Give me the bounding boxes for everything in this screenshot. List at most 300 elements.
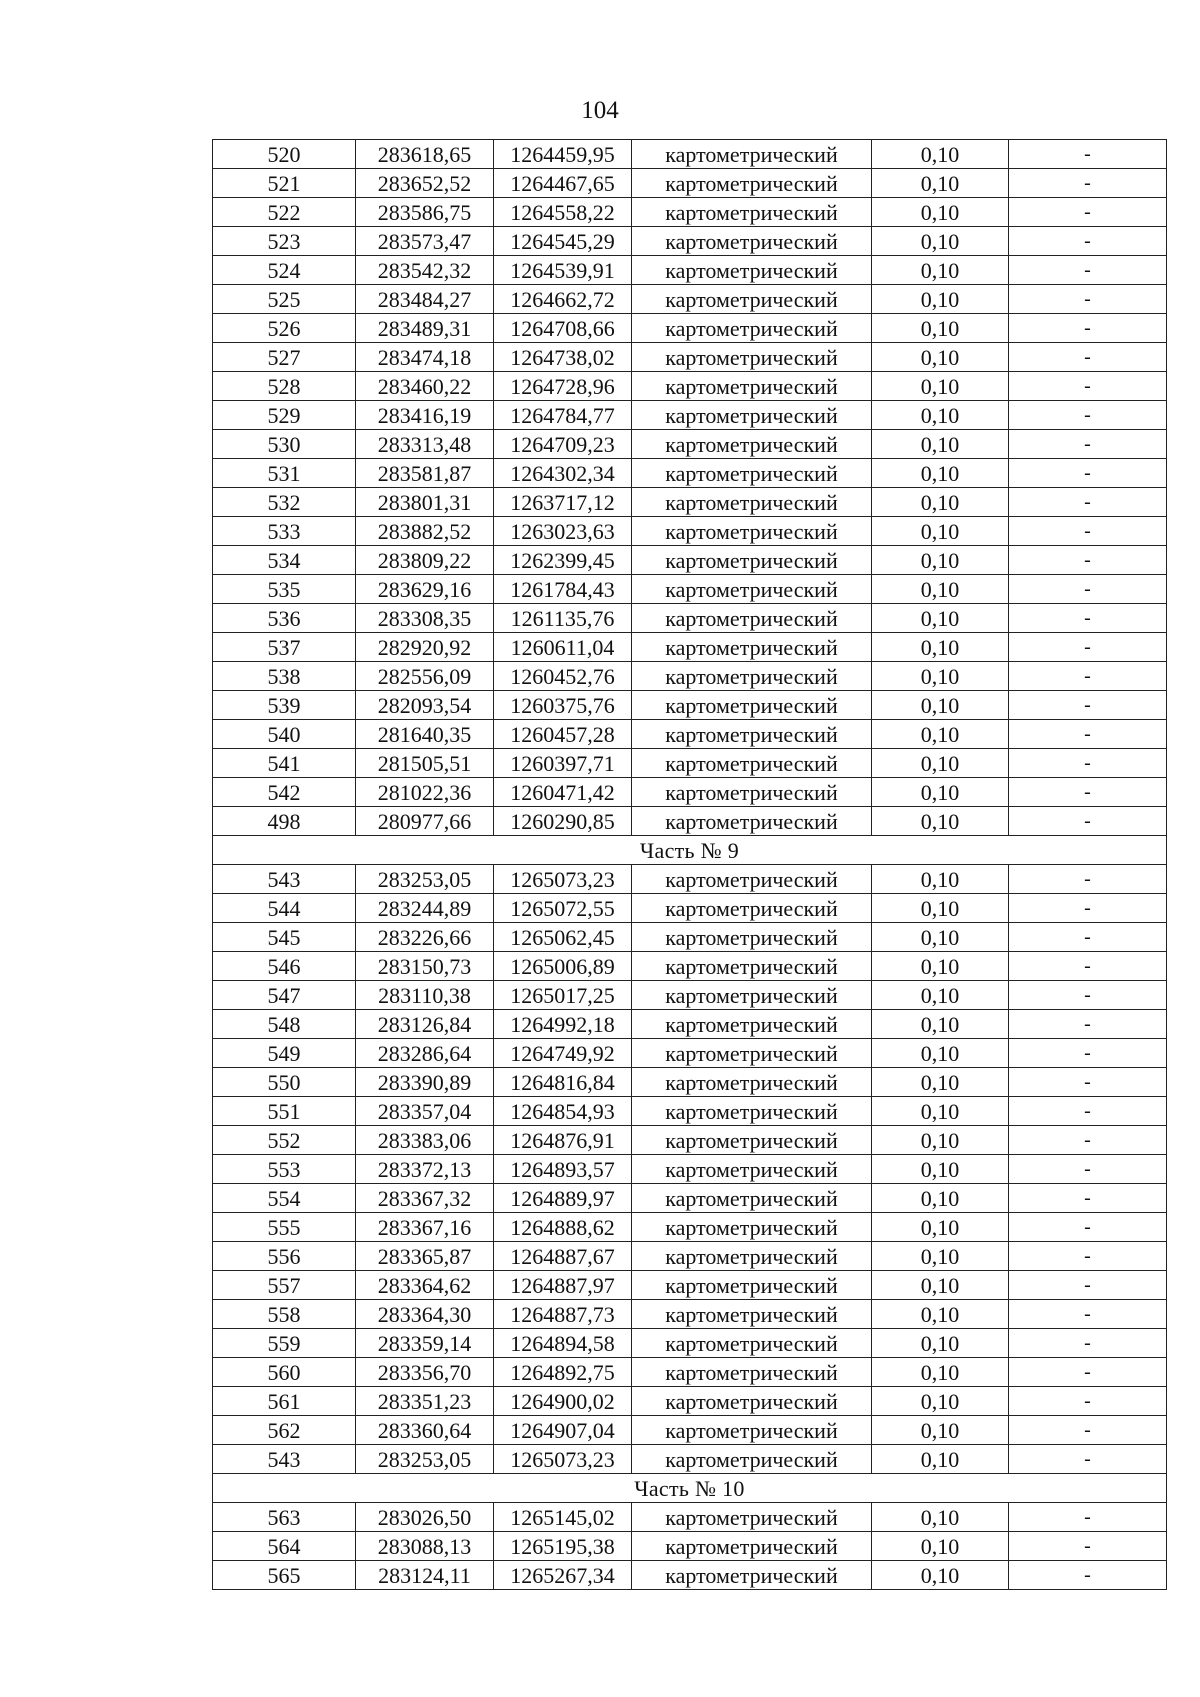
y-coordinate-cell: 1264876,91 [494,1126,632,1155]
method-cell: картометрический [632,865,872,894]
point-number-cell: 520 [213,140,356,169]
table-row [213,1242,1167,1271]
method-cell: картометрический [632,749,872,778]
method-cell: картометрический [632,227,872,256]
method-cell: картометрический [632,401,872,430]
point-number-cell: 553 [213,1155,356,1184]
y-coordinate-cell: 1264887,97 [494,1271,632,1300]
y-coordinate-cell: 1264558,22 [494,198,632,227]
method-cell: картометрический [632,1358,872,1387]
x-coordinate-cell: 283308,35 [356,604,494,633]
accuracy-cell: 0,10 [872,923,1009,952]
point-number-cell: 564 [213,1532,356,1561]
accuracy-cell: 0,10 [872,372,1009,401]
description-cell: - [1009,430,1167,459]
table-row [213,894,1167,923]
y-coordinate-cell: 1264467,65 [494,169,632,198]
method-cell: картометрический [632,633,872,662]
method-cell: картометрический [632,1445,872,1474]
x-coordinate-cell: 283360,64 [356,1416,494,1445]
x-coordinate-cell: 283356,70 [356,1358,494,1387]
point-number-cell: 532 [213,488,356,517]
point-number-cell: 539 [213,691,356,720]
description-cell: - [1009,1532,1167,1561]
table-row [213,1358,1167,1387]
x-coordinate-cell: 283801,31 [356,488,494,517]
description-cell: - [1009,952,1167,981]
y-coordinate-cell: 1264784,77 [494,401,632,430]
x-coordinate-cell: 283383,06 [356,1126,494,1155]
table-row [213,285,1167,314]
table-row [213,314,1167,343]
point-number-cell: 522 [213,198,356,227]
accuracy-cell: 0,10 [872,1242,1009,1271]
description-cell: - [1009,343,1167,372]
table-row [213,1300,1167,1329]
page-number: 104 [581,97,619,124]
method-cell: картометрический [632,1561,872,1590]
accuracy-cell: 0,10 [872,1184,1009,1213]
description-cell: - [1009,662,1167,691]
x-coordinate-cell: 283489,31 [356,314,494,343]
method-cell: картометрический [632,1155,872,1184]
description-cell: - [1009,227,1167,256]
x-coordinate-cell: 283364,30 [356,1300,494,1329]
point-number-cell: 534 [213,546,356,575]
x-coordinate-cell: 283460,22 [356,372,494,401]
table-row [213,923,1167,952]
description-cell: - [1009,459,1167,488]
description-cell: - [1009,1097,1167,1126]
x-coordinate-cell: 283126,84 [356,1010,494,1039]
point-number-cell: 563 [213,1503,356,1532]
x-coordinate-cell: 283652,52 [356,169,494,198]
table-row [213,1126,1167,1155]
description-cell: - [1009,140,1167,169]
point-number-cell: 550 [213,1068,356,1097]
point-number-cell: 541 [213,749,356,778]
y-coordinate-cell: 1264893,57 [494,1155,632,1184]
y-coordinate-cell: 1263023,63 [494,517,632,546]
x-coordinate-cell: 283390,89 [356,1068,494,1097]
method-cell: картометрический [632,198,872,227]
method-cell: картометрический [632,256,872,285]
point-number-cell: 531 [213,459,356,488]
accuracy-cell: 0,10 [872,1329,1009,1358]
point-number-cell: 542 [213,778,356,807]
point-number-cell: 559 [213,1329,356,1358]
table-row [213,1039,1167,1068]
x-coordinate-cell: 283367,32 [356,1184,494,1213]
table-row [213,488,1167,517]
description-cell: - [1009,1242,1167,1271]
method-cell: картометрический [632,285,872,314]
point-number-cell: 557 [213,1271,356,1300]
y-coordinate-cell: 1264738,02 [494,343,632,372]
x-coordinate-cell: 283244,89 [356,894,494,923]
accuracy-cell: 0,10 [872,1445,1009,1474]
x-coordinate-cell: 283026,50 [356,1503,494,1532]
point-number-cell: 560 [213,1358,356,1387]
point-number-cell: 524 [213,256,356,285]
table-row [213,227,1167,256]
y-coordinate-cell: 1264900,02 [494,1387,632,1416]
description-cell: - [1009,749,1167,778]
accuracy-cell: 0,10 [872,952,1009,981]
description-cell: - [1009,865,1167,894]
method-cell: картометрический [632,1184,872,1213]
method-cell: картометрический [632,1010,872,1039]
accuracy-cell: 0,10 [872,1358,1009,1387]
description-cell: - [1009,517,1167,546]
x-coordinate-cell: 283416,19 [356,401,494,430]
accuracy-cell: 0,10 [872,488,1009,517]
accuracy-cell: 0,10 [872,1068,1009,1097]
x-coordinate-cell: 283809,22 [356,546,494,575]
accuracy-cell: 0,10 [872,720,1009,749]
description-cell: - [1009,1416,1167,1445]
method-cell: картометрический [632,488,872,517]
table-row [213,1387,1167,1416]
accuracy-cell: 0,10 [872,1213,1009,1242]
point-number-cell: 556 [213,1242,356,1271]
y-coordinate-cell: 1264892,75 [494,1358,632,1387]
section-header-row [213,1474,1167,1503]
y-coordinate-cell: 1264459,95 [494,140,632,169]
table-row [213,401,1167,430]
point-number-cell: 543 [213,865,356,894]
accuracy-cell: 0,10 [872,807,1009,836]
table-row [213,1010,1167,1039]
method-cell: картометрический [632,807,872,836]
x-coordinate-cell: 283618,65 [356,140,494,169]
table-row [213,1213,1167,1242]
method-cell: картометрический [632,720,872,749]
table-row [213,1445,1167,1474]
x-coordinate-cell: 283110,38 [356,981,494,1010]
accuracy-cell: 0,10 [872,1010,1009,1039]
method-cell: картометрический [632,517,872,546]
method-cell: картометрический [632,1213,872,1242]
description-cell: - [1009,1387,1167,1416]
y-coordinate-cell: 1260611,04 [494,633,632,662]
y-coordinate-cell: 1264302,34 [494,459,632,488]
description-cell: - [1009,1503,1167,1532]
x-coordinate-cell: 282920,92 [356,633,494,662]
description-cell: - [1009,633,1167,662]
accuracy-cell: 0,10 [872,981,1009,1010]
x-coordinate-cell: 283364,62 [356,1271,494,1300]
method-cell: картометрический [632,1126,872,1155]
accuracy-cell: 0,10 [872,604,1009,633]
table-row [213,517,1167,546]
y-coordinate-cell: 1264854,93 [494,1097,632,1126]
y-coordinate-cell: 1264662,72 [494,285,632,314]
description-cell: - [1009,285,1167,314]
description-cell: - [1009,1445,1167,1474]
point-number-cell: 540 [213,720,356,749]
point-number-cell: 555 [213,1213,356,1242]
table-row [213,546,1167,575]
method-cell: картометрический [632,430,872,459]
method-cell: картометрический [632,1068,872,1097]
table-row [213,720,1167,749]
description-cell: - [1009,546,1167,575]
method-cell: картометрический [632,1387,872,1416]
accuracy-cell: 0,10 [872,1271,1009,1300]
y-coordinate-cell: 1264887,67 [494,1242,632,1271]
x-coordinate-cell: 282556,09 [356,662,494,691]
y-coordinate-cell: 1265145,02 [494,1503,632,1532]
accuracy-cell: 0,10 [872,546,1009,575]
table-row [213,1416,1167,1445]
method-cell: картометрический [632,1329,872,1358]
point-number-cell: 530 [213,430,356,459]
table-row [213,749,1167,778]
x-coordinate-cell: 281505,51 [356,749,494,778]
point-number-cell: 558 [213,1300,356,1329]
table-row [213,459,1167,488]
point-number-cell: 535 [213,575,356,604]
table-row [213,1155,1167,1184]
section-header-row [213,836,1167,865]
description-cell: - [1009,256,1167,285]
point-number-cell: 554 [213,1184,356,1213]
y-coordinate-cell: 1264816,84 [494,1068,632,1097]
y-coordinate-cell: 1265017,25 [494,981,632,1010]
point-number-cell: 536 [213,604,356,633]
accuracy-cell: 0,10 [872,198,1009,227]
table-row [213,343,1167,372]
x-coordinate-cell: 283226,66 [356,923,494,952]
method-cell: картометрический [632,343,872,372]
x-coordinate-cell: 283150,73 [356,952,494,981]
x-coordinate-cell: 283474,18 [356,343,494,372]
x-coordinate-cell: 281022,36 [356,778,494,807]
accuracy-cell: 0,10 [872,749,1009,778]
accuracy-cell: 0,10 [872,343,1009,372]
description-cell: - [1009,604,1167,633]
point-number-cell: 529 [213,401,356,430]
y-coordinate-cell: 1264889,97 [494,1184,632,1213]
table-row [213,256,1167,285]
description-cell: - [1009,1155,1167,1184]
accuracy-cell: 0,10 [872,633,1009,662]
x-coordinate-cell: 283351,23 [356,1387,494,1416]
table-row [213,372,1167,401]
x-coordinate-cell: 283581,87 [356,459,494,488]
method-cell: картометрический [632,1300,872,1329]
method-cell: картометрический [632,169,872,198]
accuracy-cell: 0,10 [872,1300,1009,1329]
table-row [213,430,1167,459]
method-cell: картометрический [632,546,872,575]
y-coordinate-cell: 1264545,29 [494,227,632,256]
point-number-cell: 544 [213,894,356,923]
y-coordinate-cell: 1264708,66 [494,314,632,343]
description-cell: - [1009,778,1167,807]
accuracy-cell: 0,10 [872,1416,1009,1445]
point-number-cell: 548 [213,1010,356,1039]
method-cell: картометрический [632,1532,872,1561]
table-row [213,1184,1167,1213]
x-coordinate-cell: 282093,54 [356,691,494,720]
table-row [213,952,1167,981]
accuracy-cell: 0,10 [872,227,1009,256]
accuracy-cell: 0,10 [872,256,1009,285]
x-coordinate-cell: 283088,13 [356,1532,494,1561]
table-row [213,981,1167,1010]
accuracy-cell: 0,10 [872,1097,1009,1126]
table-row [213,662,1167,691]
y-coordinate-cell: 1260397,71 [494,749,632,778]
method-cell: картометрический [632,1271,872,1300]
x-coordinate-cell: 283365,87 [356,1242,494,1271]
point-number-cell: 561 [213,1387,356,1416]
y-coordinate-cell: 1265072,55 [494,894,632,923]
table-row [213,807,1167,836]
description-cell: - [1009,1184,1167,1213]
x-coordinate-cell: 280977,66 [356,807,494,836]
coordinates-table-body [213,140,1167,1590]
x-coordinate-cell: 283286,64 [356,1039,494,1068]
description-cell: - [1009,807,1167,836]
method-cell: картометрический [632,923,872,952]
x-coordinate-cell: 283253,05 [356,1445,494,1474]
y-coordinate-cell: 1265267,34 [494,1561,632,1590]
y-coordinate-cell: 1265073,23 [494,865,632,894]
y-coordinate-cell: 1261784,43 [494,575,632,604]
x-coordinate-cell: 283124,11 [356,1561,494,1590]
accuracy-cell: 0,10 [872,778,1009,807]
description-cell: - [1009,1358,1167,1387]
y-coordinate-cell: 1265062,45 [494,923,632,952]
y-coordinate-cell: 1264728,96 [494,372,632,401]
description-cell: - [1009,1213,1167,1242]
method-cell: картометрический [632,662,872,691]
point-number-cell: 543 [213,1445,356,1474]
description-cell: - [1009,1010,1167,1039]
table-row [213,1329,1167,1358]
method-cell: картометрический [632,952,872,981]
point-number-cell: 526 [213,314,356,343]
description-cell: - [1009,691,1167,720]
point-number-cell: 498 [213,807,356,836]
description-cell: - [1009,1300,1167,1329]
x-coordinate-cell: 283573,47 [356,227,494,256]
section-title: Часть № 10 [213,1474,1167,1503]
method-cell: картометрический [632,894,872,923]
y-coordinate-cell: 1262399,45 [494,546,632,575]
accuracy-cell: 0,10 [872,169,1009,198]
method-cell: картометрический [632,1242,872,1271]
method-cell: картометрический [632,1416,872,1445]
table-row [213,633,1167,662]
y-coordinate-cell: 1260457,28 [494,720,632,749]
table-row [213,140,1167,169]
y-coordinate-cell: 1264992,18 [494,1010,632,1039]
description-cell: - [1009,1068,1167,1097]
x-coordinate-cell: 283542,32 [356,256,494,285]
accuracy-cell: 0,10 [872,1532,1009,1561]
table-row [213,575,1167,604]
x-coordinate-cell: 283882,52 [356,517,494,546]
point-number-cell: 538 [213,662,356,691]
table-row [213,1532,1167,1561]
method-cell: картометрический [632,372,872,401]
y-coordinate-cell: 1264888,62 [494,1213,632,1242]
method-cell: картометрический [632,459,872,488]
description-cell: - [1009,981,1167,1010]
y-coordinate-cell: 1261135,76 [494,604,632,633]
point-number-cell: 523 [213,227,356,256]
table-row [213,865,1167,894]
method-cell: картометрический [632,1097,872,1126]
x-coordinate-cell: 283484,27 [356,285,494,314]
point-number-cell: 547 [213,981,356,1010]
y-coordinate-cell: 1264907,04 [494,1416,632,1445]
method-cell: картометрический [632,140,872,169]
table-row [213,604,1167,633]
y-coordinate-cell: 1265195,38 [494,1532,632,1561]
table-row [213,1503,1167,1532]
table-row [213,691,1167,720]
point-number-cell: 521 [213,169,356,198]
accuracy-cell: 0,10 [872,1387,1009,1416]
y-coordinate-cell: 1265073,23 [494,1445,632,1474]
coordinates-table [212,139,1167,1590]
point-number-cell: 525 [213,285,356,314]
accuracy-cell: 0,10 [872,1126,1009,1155]
table-row [213,1068,1167,1097]
accuracy-cell: 0,10 [872,1155,1009,1184]
point-number-cell: 546 [213,952,356,981]
description-cell: - [1009,1329,1167,1358]
method-cell: картометрический [632,1039,872,1068]
point-number-cell: 533 [213,517,356,546]
description-cell: - [1009,894,1167,923]
description-cell: - [1009,1126,1167,1155]
x-coordinate-cell: 283372,13 [356,1155,494,1184]
accuracy-cell: 0,10 [872,1039,1009,1068]
description-cell: - [1009,923,1167,952]
point-number-cell: 528 [213,372,356,401]
table-row [213,198,1167,227]
y-coordinate-cell: 1264887,73 [494,1300,632,1329]
description-cell: - [1009,314,1167,343]
y-coordinate-cell: 1260375,76 [494,691,632,720]
method-cell: картометрический [632,604,872,633]
description-cell: - [1009,488,1167,517]
x-coordinate-cell: 283629,16 [356,575,494,604]
method-cell: картометрический [632,1503,872,1532]
accuracy-cell: 0,10 [872,314,1009,343]
description-cell: - [1009,720,1167,749]
accuracy-cell: 0,10 [872,1561,1009,1590]
method-cell: картометрический [632,691,872,720]
accuracy-cell: 0,10 [872,430,1009,459]
section-title: Часть № 9 [213,836,1167,865]
description-cell: - [1009,401,1167,430]
y-coordinate-cell: 1264894,58 [494,1329,632,1358]
y-coordinate-cell: 1265006,89 [494,952,632,981]
y-coordinate-cell: 1260452,76 [494,662,632,691]
point-number-cell: 549 [213,1039,356,1068]
accuracy-cell: 0,10 [872,401,1009,430]
x-coordinate-cell: 283586,75 [356,198,494,227]
description-cell: - [1009,1271,1167,1300]
y-coordinate-cell: 1264749,92 [494,1039,632,1068]
